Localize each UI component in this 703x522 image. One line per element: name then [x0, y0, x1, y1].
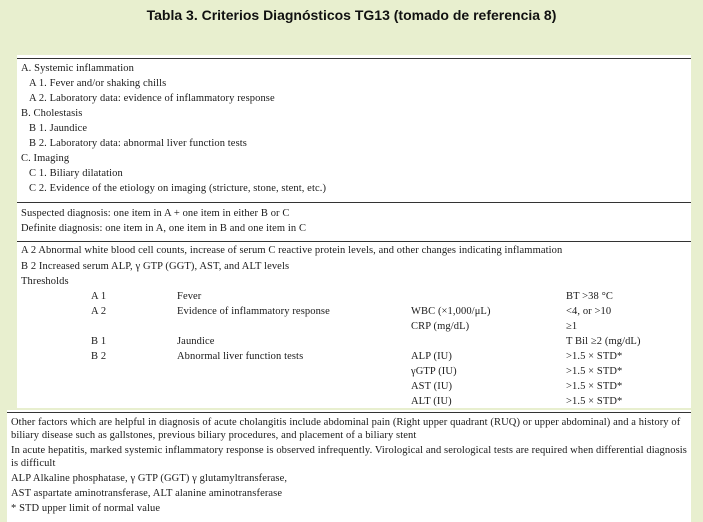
- threshold-item: Jaundice: [177, 336, 215, 347]
- footnotes-panel: [7, 410, 691, 522]
- suspected-diagnosis: Suspected diagnosis: one item in A + one item in either B or C: [21, 208, 290, 219]
- threshold-code: A 1: [91, 291, 107, 302]
- threshold-test: γGTP (IU): [411, 366, 457, 377]
- footnote-abbreviations-2: AST aspartate aminotransferase, ALT alanine aminotransferase: [11, 488, 283, 499]
- threshold-test: WBC (×1,000/μL): [411, 306, 491, 317]
- footnote-other-factors: Other factors which are helpful in diagnosis of acute cholangitis include abdominal pain (Right upper quadrant (RUQ) or upper abdominal) and a history of biliary disease such as gallstones, previous biliary procedures, and placement of a biliary stent: [11, 417, 681, 441]
- threshold-value: >1.5 × STD*: [566, 351, 623, 362]
- criterion-a1: A 1. Fever and/or shaking chills: [29, 78, 167, 89]
- table-title: Tabla 3. Criterios Diagnósticos TG13 (tomado de referencia 8): [146, 7, 557, 23]
- footnote-hepatitis: In acute hepatitis, marked systemic inflammatory response is observed infrequently. Virological and serological tests are required when differential diagnosis is difficult: [11, 445, 687, 469]
- threshold-test: ALP (IU): [411, 351, 452, 362]
- threshold-value: >1.5 × STD*: [566, 366, 623, 377]
- threshold-value: >1.5 × STD*: [566, 381, 623, 392]
- threshold-code: A 2: [91, 306, 107, 317]
- section-rule-2: [17, 241, 691, 242]
- note-b2: B 2 Increased serum ALP, γ GTP (GGT), AST, and ALT levels: [21, 261, 290, 272]
- criterion-c1: C 1. Biliary dilatation: [29, 168, 123, 179]
- footnote-abbreviations-1: ALP Alkaline phosphatase, γ GTP (GGT) γ glutamyltransferase,: [11, 473, 288, 484]
- criterion-a: A. Systemic inflammation: [21, 63, 134, 74]
- criterion-b: B. Cholestasis: [21, 108, 83, 119]
- footnote-std: * STD upper limit of normal value: [11, 503, 161, 514]
- criterion-b2: B 2. Laboratory data: abnormal liver function tests: [29, 138, 247, 149]
- threshold-test: AST (IU): [411, 381, 453, 392]
- threshold-value: <4, or >10: [566, 306, 612, 317]
- threshold-code: B 1: [91, 336, 107, 347]
- criteria-table: [17, 55, 691, 408]
- threshold-code: B 2: [91, 351, 107, 362]
- note-a2: A 2 Abnormal white blood cell counts, increase of serum C reactive protein levels, and other changes indicating inflammation: [21, 245, 563, 256]
- criterion-b1: B 1. Jaundice: [29, 123, 88, 134]
- criterion-c2: C 2. Evidence of the etiology on imaging (stricture, stone, stent, etc.): [29, 183, 327, 194]
- definite-diagnosis: Definite diagnosis: one item in A, one item in B and one item in C: [21, 223, 307, 234]
- threshold-item: Evidence of inflammatory response: [177, 306, 330, 317]
- threshold-value: BT >38 °C: [566, 291, 614, 302]
- section-rule-1: [17, 202, 691, 203]
- threshold-value: ≥1: [566, 321, 578, 332]
- threshold-value: T Bil ≥2 (mg/dL): [566, 336, 641, 347]
- threshold-item: Abnormal liver function tests: [177, 351, 304, 362]
- threshold-test: CRP (mg/dL): [411, 321, 470, 332]
- criterion-c: C. Imaging: [21, 153, 70, 164]
- threshold-test: ALT (IU): [411, 396, 452, 407]
- criterion-a2: A 2. Laboratory data: evidence of inflammatory response: [29, 93, 275, 104]
- footnote-rule: [7, 412, 691, 413]
- top-rule: [17, 58, 691, 59]
- thresholds-heading: Thresholds: [21, 276, 69, 287]
- threshold-value: >1.5 × STD*: [566, 396, 623, 407]
- threshold-item: Fever: [177, 291, 202, 302]
